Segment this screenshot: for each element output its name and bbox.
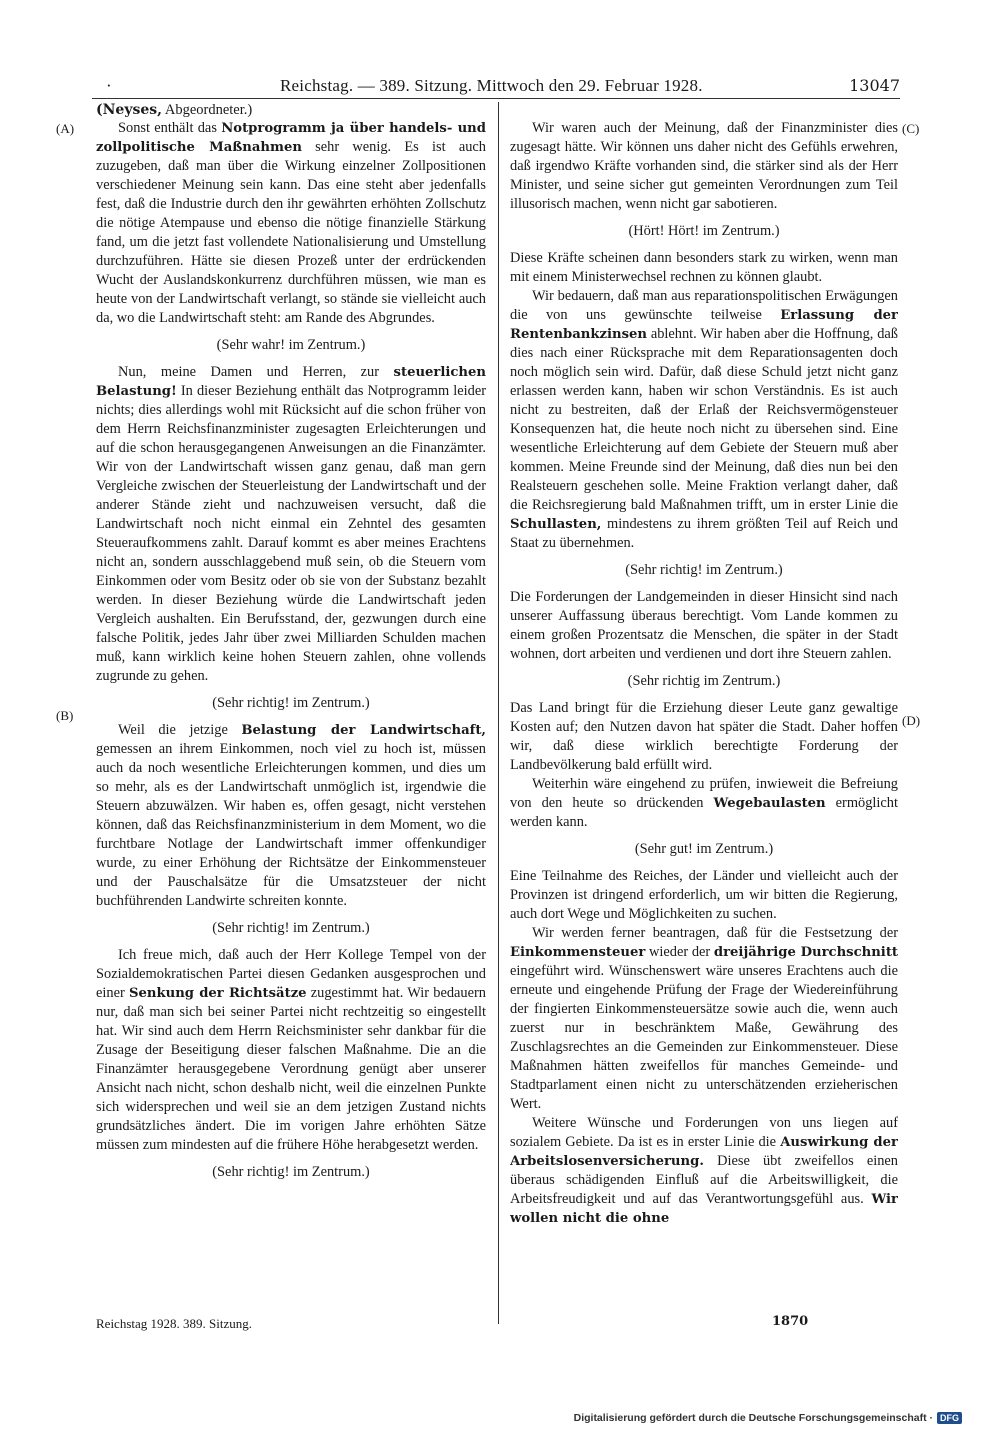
footer-signature-number: 1870 [772, 1314, 809, 1329]
speaker-name: (Neyses, [96, 102, 163, 118]
page-number: 13047 [849, 76, 900, 95]
interjection: (Sehr gut! im Zentrum.) [634, 841, 774, 857]
text-run: mindestens zu ihrem größten Teil auf Reich und Staat zu übernehmen. [510, 516, 898, 551]
paragraph: Eine Teilnahme des Reiches, der Länder und vielleicht auch der Provinzen ist dringend erforderlich, um wir bitten die Regierung, auch dort Wege und Möglichkeiten zu suchen. [510, 868, 898, 922]
interjection: (Hört! Hört! im Zentrum.) [628, 223, 780, 239]
text-run: Weiterhin wäre eingehend zu prüfen, inwieweit die Befreiung von den heute so drückenden [510, 776, 898, 811]
page-header [92, 76, 900, 99]
text-run: Sonst enthält das [118, 120, 222, 136]
footer-session: Reichstag 1928. 389. Sitzung. [96, 1316, 252, 1331]
text-run: Wir werden ferner beantragen, daß für die Festsetzung der [532, 925, 898, 941]
text-run: Weil die jetzige [118, 722, 242, 738]
text-run: Diese übt zweifellos einen überaus schädigenden Einfluß auf die Arbeitswilligkeit, die Arbeitsfreudigkeit und auf das Verantwortungsgefühl aus. [510, 1153, 898, 1207]
emphasis-run: Senkung der Richtsätze [128, 986, 307, 1001]
emphasis-run: Notprogramm ja über handels- und zollpolitische Maßnahmen [96, 121, 486, 155]
header-dot: · [106, 76, 112, 95]
paragraph [96, 119, 486, 328]
paragraph: Diese Kräfte scheinen dann besonders stark zu wirken, wenn man mit einem Ministerwechsel rechnen zu können glaubt. [510, 250, 898, 285]
text-run: gemessen an ihrem Einkommen, noch viel zu hoch ist, müssen auch da noch wesentliche Erleichterungen kommen, und dies um so mehr, als es der Landwirtschaft unmöglich ist, irgendwie die Steuern abzuwälzen. Wir haben es, offen gesagt, nicht verstehen können, daß das Reichsfinanzministerium in dem Moment, wo die furchtbare Notlage der Landwirtschaft immer offenkundiger wurde, zu einer Erhöhung der Richtsätze der Einkommensteuer und der Pauschalsätze für die Umsatzsteuer der nicht buchführenden Landwirte schreiten konnte. [96, 741, 486, 909]
dfg-logo-icon: DFG [937, 1412, 962, 1424]
paragraph [510, 1114, 898, 1228]
interjection: (Sehr richtig! im Zentrum.) [625, 562, 783, 578]
column-divider [498, 102, 499, 1324]
emphasis-run: Schullasten, [510, 517, 602, 532]
text-run: ermöglicht werden kann. [510, 795, 898, 830]
emphasis-run: steuerlichen Belastung! [96, 365, 486, 399]
paragraph [510, 287, 898, 553]
emphasis-run: Wegebaulasten [713, 796, 826, 811]
text-run: zugestimmt hat. Wir bedauern nur, daß man sich bei seiner Partei nicht rechtzeitig so eingestellt hat. Wir sind auch dem Herrn Reichsminister sehr dankbar für die Zusage der Beseitigung dieser falschen Maßnahme. Die an die Finanzämter herausgegebene Verordnung genügt aber unserer Ansicht nach nicht, schon deshalb nicht, weil die einzelnen Punkte sich widersprechen und weil sie an dem jetzigen Zustand nichts grundsätzliches ändert. Die im vorigen Jahre erhöhten Sätze müssen zum mindesten auf die frühere Höhe herabgesetzt werden. [96, 985, 486, 1153]
header-title: Reichstag. — 389. Sitzung. Mittwoch den 29. Februar 1928. [280, 76, 703, 95]
margin-marker-b: (B) [56, 708, 74, 723]
interjection: (Sehr richtig! im Zentrum.) [212, 695, 370, 711]
text-run: ablehnt. Wir haben aber die Hoffnung, daß dies nach einer Rücksprache mit dem Reparationsagenten doch noch möglich sein wird. Dafür, daß diese Schuld jetzt nicht ganz erlassen werden kann, haben wir schon Verständnis. Es ist auch nicht zu bestreiten, daß der Erlaß der Reichsvermögensteuer Konsequenzen hat, die heute noch nicht zu übersehen sind. Eine wesentliche Erleichterung auf dem Gebiete der Steuern muß aber kommen. Meine Freunde sind der Meinung, daß dies nun bei den Realsteuern geschehen solle. Meine Fraktion verlangt daher, daß die Reichsregierung bald Maßnahmen trifft, um in erster Linie die [510, 326, 898, 513]
emphasis-run: Einkommensteuer [510, 945, 646, 960]
text-run: Weitere Wünsche und Forderungen von uns liegen auf sozialem Gebiete. Da ist es in erster Linie die [510, 1115, 898, 1150]
speaker-role: Abgeordneter.) [164, 102, 253, 118]
text-run: wieder der [645, 944, 714, 960]
text-run: eingeführt wird. Wünschenswert wäre unseres Erachtens auch die erneute und eingehende Prüfung der Frage der Wiedereinführung der fingierten Einkommensteuersätze sowie auch die, wenn auch zuerst nur in beschränktem Maße, Gewährung des Zuschlagsrechtes an die Gemeinden zur Einkommensteuer. Diese Maßnahmen hätten zweifellos für manches Gemeinde- und Stadtparlament einen nicht zu unterschätzenden erzieherischen Wert. [510, 963, 898, 1112]
paragraph: Die Forderungen der Landgemeinden in dieser Hinsicht sind nach unserer Auffassung überaus berechtigt. Vom Lande kommen zu einem großen Prozentsatz die Menschen, die später in der Stadt wohnen, dort arbeiten und verdienen und dort ihre Steuern zahlen. [510, 589, 898, 662]
text-run: Nun, meine Damen und Herren, zur [118, 364, 394, 380]
interjection: (Sehr wahr! im Zentrum.) [216, 337, 366, 353]
speaker-line [96, 102, 496, 119]
text-run: sehr wenig. Es ist auch zuzugeben, daß man über die Wirkung einzelner Zollpositionen verschiedener Meinung sein kann. Das eine steht aber jedenfalls fest, daß die Industrie durch den ihr gewährten erhöhten Zollschutz die nötige Atempause und ebenso die nötige finanzielle Stärkung fand, um die jetzt fast vollendete Nationalisierung und Umstellung durchzuführen. Hätte sie diesen Prozeß unter der erdrückenden Wucht der Auslandskonkurrenz durchführen müssen, wie man es heute von der Landwirtschaft verlangt, so stände sie vielleicht auch da, wo die Landwirtschaft steht: am Rande des Abgrundes. [96, 139, 486, 326]
emphasis-run: Belastung der Landwirtschaft, [241, 723, 486, 738]
digitization-credit [574, 1411, 962, 1425]
interjection: (Sehr richtig im Zentrum.) [627, 673, 781, 689]
emphasis-run: dreijährige Durchschnitt [713, 945, 898, 960]
text-run: In dieser Beziehung enthält das Notprogramm leider nichts; dies allerdings wohl mit Rücksicht auf die schon früher von dem Herrn Reichsfinanzminister zugesagten Erleichterungen und auf die schon herausgegangenen Anweisungen an die Finanzämter. Wir von der Landwirtschaft wissen ganz genau, daß man gern Vergleiche zwischen der Steuerleistung der Landwirtschaft und der anderer Stände zieht und nachzuweisen versucht, daß die Landwirtschaft noch nicht einmal ein Zehntel des gesamten Steueraufkommens zahlt. Darauf kommt es aber meines Erachtens nicht an, sondern ausschlaggebend muß sein, ob die Steuern vom Einkommen oder vom Besitz oder ob sie von der Substanz bezahlt werden. In dieser Beziehung würde die Landwirtschaft jeden Vergleich aushalten. Ein Berufsstand, der, gezwungen durch eine falsche Politik, jedes Jahr über zwei Milliarden Schulden machen muß, kann wirklich keine hohen Steuern zahlen, ohne vollends zugrunde zu gehen. [96, 383, 486, 684]
interjection: (Sehr richtig! im Zentrum.) [212, 1164, 370, 1180]
emphasis-run: Auswirkung der Arbeitslosenversicherung. [510, 1135, 898, 1169]
right-column [510, 119, 898, 1299]
credit-text: Digitalisierung gefördert durch die Deutsche Forschungsgemeinschaft · [573, 1412, 933, 1424]
interjection: (Sehr richtig! im Zentrum.) [212, 920, 370, 936]
paragraph [96, 363, 486, 686]
emphasis-run: Wir wollen nicht die ohne [510, 1192, 898, 1226]
paragraph [96, 946, 486, 1155]
text-run: Ich freue mich, daß auch der Herr Kollege Tempel von der Sozialdemokratischen Partei diesen Gedanken ausgesprochen und einer [96, 947, 486, 1001]
margin-marker-a: (A) [56, 121, 75, 136]
left-column [96, 119, 486, 1311]
margin-marker-c: (C) [902, 121, 920, 136]
paragraph [96, 721, 486, 911]
paragraph [510, 775, 898, 832]
paragraph: Wir waren auch der Meinung, daß der Finanzminister dies zugesagt hätte. Wir können uns daher nicht des Gefühls erwehren, daß irgendwo Kräfte vorhanden sind, die stärker sind als der Herr Minister, und seine sicher gut gemeinten Verordnungen zum Teil illusorisch machen, wenn nicht gar sabotieren. [510, 120, 898, 212]
paragraph [510, 924, 898, 1114]
paragraph: Das Land bringt für die Erziehung dieser Leute ganz gewaltige Kosten auf; den Nutzen davon hat später die Stadt. Daher hoffen wir, daß diese wirklich berechtigte Forderung der Landbevölkerung bald erfüllt wird. [510, 700, 898, 773]
margin-marker-d: (D) [902, 713, 921, 728]
text-run: Wir bedauern, daß man aus reparationspolitischen Erwägungen die von uns gewünschte teilweise [510, 288, 898, 323]
emphasis-run: Erlassung der Rentenbankzinsen [510, 308, 898, 342]
